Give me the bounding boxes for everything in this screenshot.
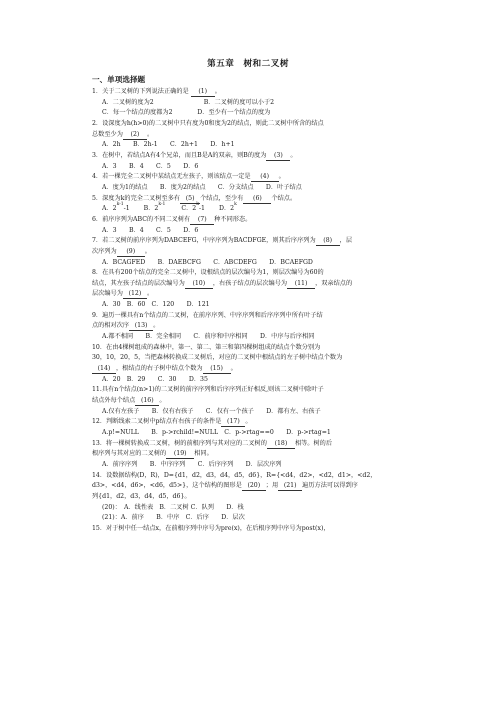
options: A.仅有左孩子 B．仅有右孩子 C．仅有一个孩子 D．都有左、右孩子 <box>102 407 321 415</box>
question-3 <box>92 151 413 162</box>
question-text: 5．深度为k的完全二叉树至多有 <box>92 194 181 202</box>
question-text: 。 <box>290 151 297 159</box>
options: (20)： A．线性表 B．二叉树 C．队列 D．栈 <box>102 503 244 511</box>
question-text: 。 <box>278 173 285 181</box>
answer-blank: (4) <box>251 173 279 182</box>
question-text: 遍历方法可以得到序 <box>302 482 358 490</box>
options: A．20 B．29 C．30 D．35 <box>102 375 208 383</box>
question-text: ；用 <box>265 482 279 490</box>
answer-blank: (12) <box>123 290 147 299</box>
option-c: C．2 <box>181 205 197 213</box>
question-10: 10．在由4棵树组成的森林中，第一、第二、第三和第四棵树组成的结点个数分别为 <box>92 343 321 351</box>
answer-blank: (11) <box>287 280 315 289</box>
question-text: 相同。 <box>194 450 213 458</box>
question-text: 4．若一棵完全二叉树中某结点无左孩子，则该结点一定是 <box>92 173 251 181</box>
answer-blank: (17) <box>221 418 245 427</box>
option-c: -1 <box>198 205 205 213</box>
options <box>92 204 413 215</box>
answer-blank: (16) <box>135 397 159 406</box>
question-text: 相等。树的后 <box>294 439 333 447</box>
question-12 <box>92 417 413 428</box>
question-text: 。 <box>146 290 154 298</box>
question-7 <box>92 236 413 247</box>
question-text: 点的相对次序 <box>92 322 130 330</box>
question-6 <box>92 215 413 226</box>
answer-blank: (7) <box>190 216 214 225</box>
answer-blank: (14) <box>92 365 116 374</box>
question-text: 列{d1，d2，d3，d4，d5，d6}。 <box>92 492 191 500</box>
question-text: 个结点，至少有 <box>200 194 244 202</box>
answer-blank: (21) <box>278 482 302 491</box>
question-text <box>92 449 413 460</box>
question-text <box>92 279 413 290</box>
question-11: 11.具有n个结点(n>1)的二叉树的前序序列和后序序列正好相反,则该二叉树中除叶子 <box>92 386 324 394</box>
question-text: ，根结点的右子树中结点个数为 <box>116 365 203 373</box>
option-a: -1 <box>123 205 130 213</box>
question-text: 1．关于二叉树的下列说法正确的是 <box>92 88 191 95</box>
question-text: 。 <box>144 247 151 255</box>
answer-blank: (9) <box>117 248 145 257</box>
question-text <box>92 247 413 258</box>
question-text: 。 <box>245 418 252 426</box>
question-text: 。 <box>153 322 160 330</box>
exponent: k-1 <box>158 202 166 208</box>
option-d: D．2 <box>218 205 235 213</box>
answer-blank: (19) <box>166 450 194 459</box>
options: A．3 B．4 C．5 D．6 <box>102 162 199 170</box>
question-text <box>92 130 413 141</box>
answer-blank: (3) <box>266 152 290 161</box>
chapter-title: 第五章 树和二叉树 <box>207 59 289 69</box>
question-text: 。 <box>146 130 154 138</box>
question-text: 个结点。 <box>271 194 297 202</box>
question-text: 6．前序序列为ABC的不同二叉树有 <box>92 215 191 223</box>
question-text: 30，10，20，5，当把森林转换成二叉树后，对应的二叉树中根结点的左子树中结点个数为 <box>92 354 343 362</box>
question-text: 总数至少为 <box>92 130 123 138</box>
question-1 <box>92 87 413 98</box>
question-14: 14．设数据结构(D，R)，D={d1，d2，d3，d4，d5，d6}，R={<d4，d2>，<d2，d1>，<d2， <box>92 471 377 479</box>
question-9: 9．遍历一棵具有n个结点的二叉树，在前序序列、中序序列和后序序列中所有叶子结 <box>92 311 323 319</box>
answer-blank: (1) <box>191 88 215 97</box>
answer-blank: (13) <box>129 322 153 331</box>
question-text <box>92 481 413 492</box>
question-text: ，右孩子结点的层次编号为 <box>212 279 288 287</box>
question-text: 。 <box>159 397 166 405</box>
answer-blank: (5) <box>180 195 200 204</box>
options: A．前序序列 B．中序序列 C．后序序列 D．层次序列 <box>102 460 282 468</box>
option-b: B．二叉树的度可以小于2 <box>203 98 275 106</box>
question-text: 结点外每个结点 <box>92 397 136 405</box>
option-a: A．2 <box>102 205 117 213</box>
options: C．每一个结点的度都为2 D．至少有一个结点的度为 <box>102 109 271 117</box>
section-heading: 一、单项选择题 <box>92 75 146 84</box>
question-8: 8．在具有200个结点的完全二叉树中，设根结点的层次编号为1，则层次编号为60的 <box>92 269 324 277</box>
answer-blank: (18) <box>267 440 295 449</box>
exponent: k <box>234 202 237 208</box>
question-text: 种不同形态。 <box>214 215 252 223</box>
option-a: A．二叉树的度为2 <box>102 98 154 106</box>
option-b: B．2 <box>143 205 159 213</box>
options: A．BCAGFED B．DAEBCFG C．ABCDEFG D．BCAEFGD <box>102 258 313 266</box>
question-text: 。 <box>214 88 221 95</box>
exponent: k-1 <box>116 202 124 208</box>
question-15: 15．对于树中任一结点x，在前根序列中序号为pre(x)，在后根序列中序号为post(x)， <box>92 524 330 532</box>
question-text: d3>，<d4，d6>，<d6，d5>}，这个结构的图形是 <box>92 482 242 490</box>
question-text: 层次编号为 <box>92 290 123 298</box>
question-text: 13．将一棵树转换成二叉树，树的前根序列与其对应的二叉树的 <box>92 439 267 447</box>
answer-blank: (15) <box>203 365 231 374</box>
options: (21)：A．前序 B．中序 C．后序 D．层次 <box>102 514 245 522</box>
answer-blank: (2) <box>123 131 147 140</box>
options: A．30 B．60 C．120 D．121 <box>102 301 210 309</box>
options: A．3 B．4 C．5 D．6 <box>102 226 199 234</box>
question-13 <box>92 439 413 450</box>
question-text: 12．判断线索二叉树中p结点有右孩子的条件是 <box>92 418 222 426</box>
question-text <box>92 289 413 300</box>
answer-blank: (6) <box>243 195 271 204</box>
answer-blank: (8) <box>316 237 340 246</box>
answer-blank: (10) <box>185 280 213 289</box>
question-text: 。 <box>230 365 237 373</box>
exponent: k <box>196 202 199 208</box>
answer-blank: (20) <box>242 482 266 491</box>
options <box>92 98 413 109</box>
question-text <box>92 321 413 332</box>
question-text <box>92 364 413 375</box>
question-list <box>92 87 413 535</box>
question-text: 根序列与其对应的二叉树的 <box>92 450 167 458</box>
options: A.p!=NULL B．p->rchild!=NULL C．p->rtag==0 D．p->rtag=1 <box>102 429 331 436</box>
question-text: ，双亲结点的 <box>315 279 353 287</box>
question-text: ，层 <box>339 237 353 245</box>
question-text: 次序列为 <box>92 247 117 255</box>
question-4 <box>92 172 413 183</box>
question-5 <box>92 194 413 208</box>
options: A．度为1的结点 B．度为2的结点 C．分支结点 D．叶子结点 <box>102 183 302 191</box>
question-text: 7．若二叉树的前序序列为DABCEFG，中序序列为BACDFGE，则其后序序列为 <box>92 237 316 245</box>
options: A.都不相同 B．完全相同 C．前序和中序相同 D．中序与后序相同 <box>102 333 315 341</box>
question-text: 结点，其左孩子结点的层次编号为 <box>92 279 185 287</box>
options: A．2h B．2h-1 C．2h+1 D．h+1 <box>102 141 235 149</box>
question-text <box>92 396 413 407</box>
question-2: 2．设深度为h(h>0)的二叉树中只有度为0和度为2的结点，则此二叉树中所含的结点 <box>92 119 324 127</box>
question-text: 3．在树中，若结点A有4个兄弟，而且B是A的双亲，则B的度为 <box>92 151 267 159</box>
